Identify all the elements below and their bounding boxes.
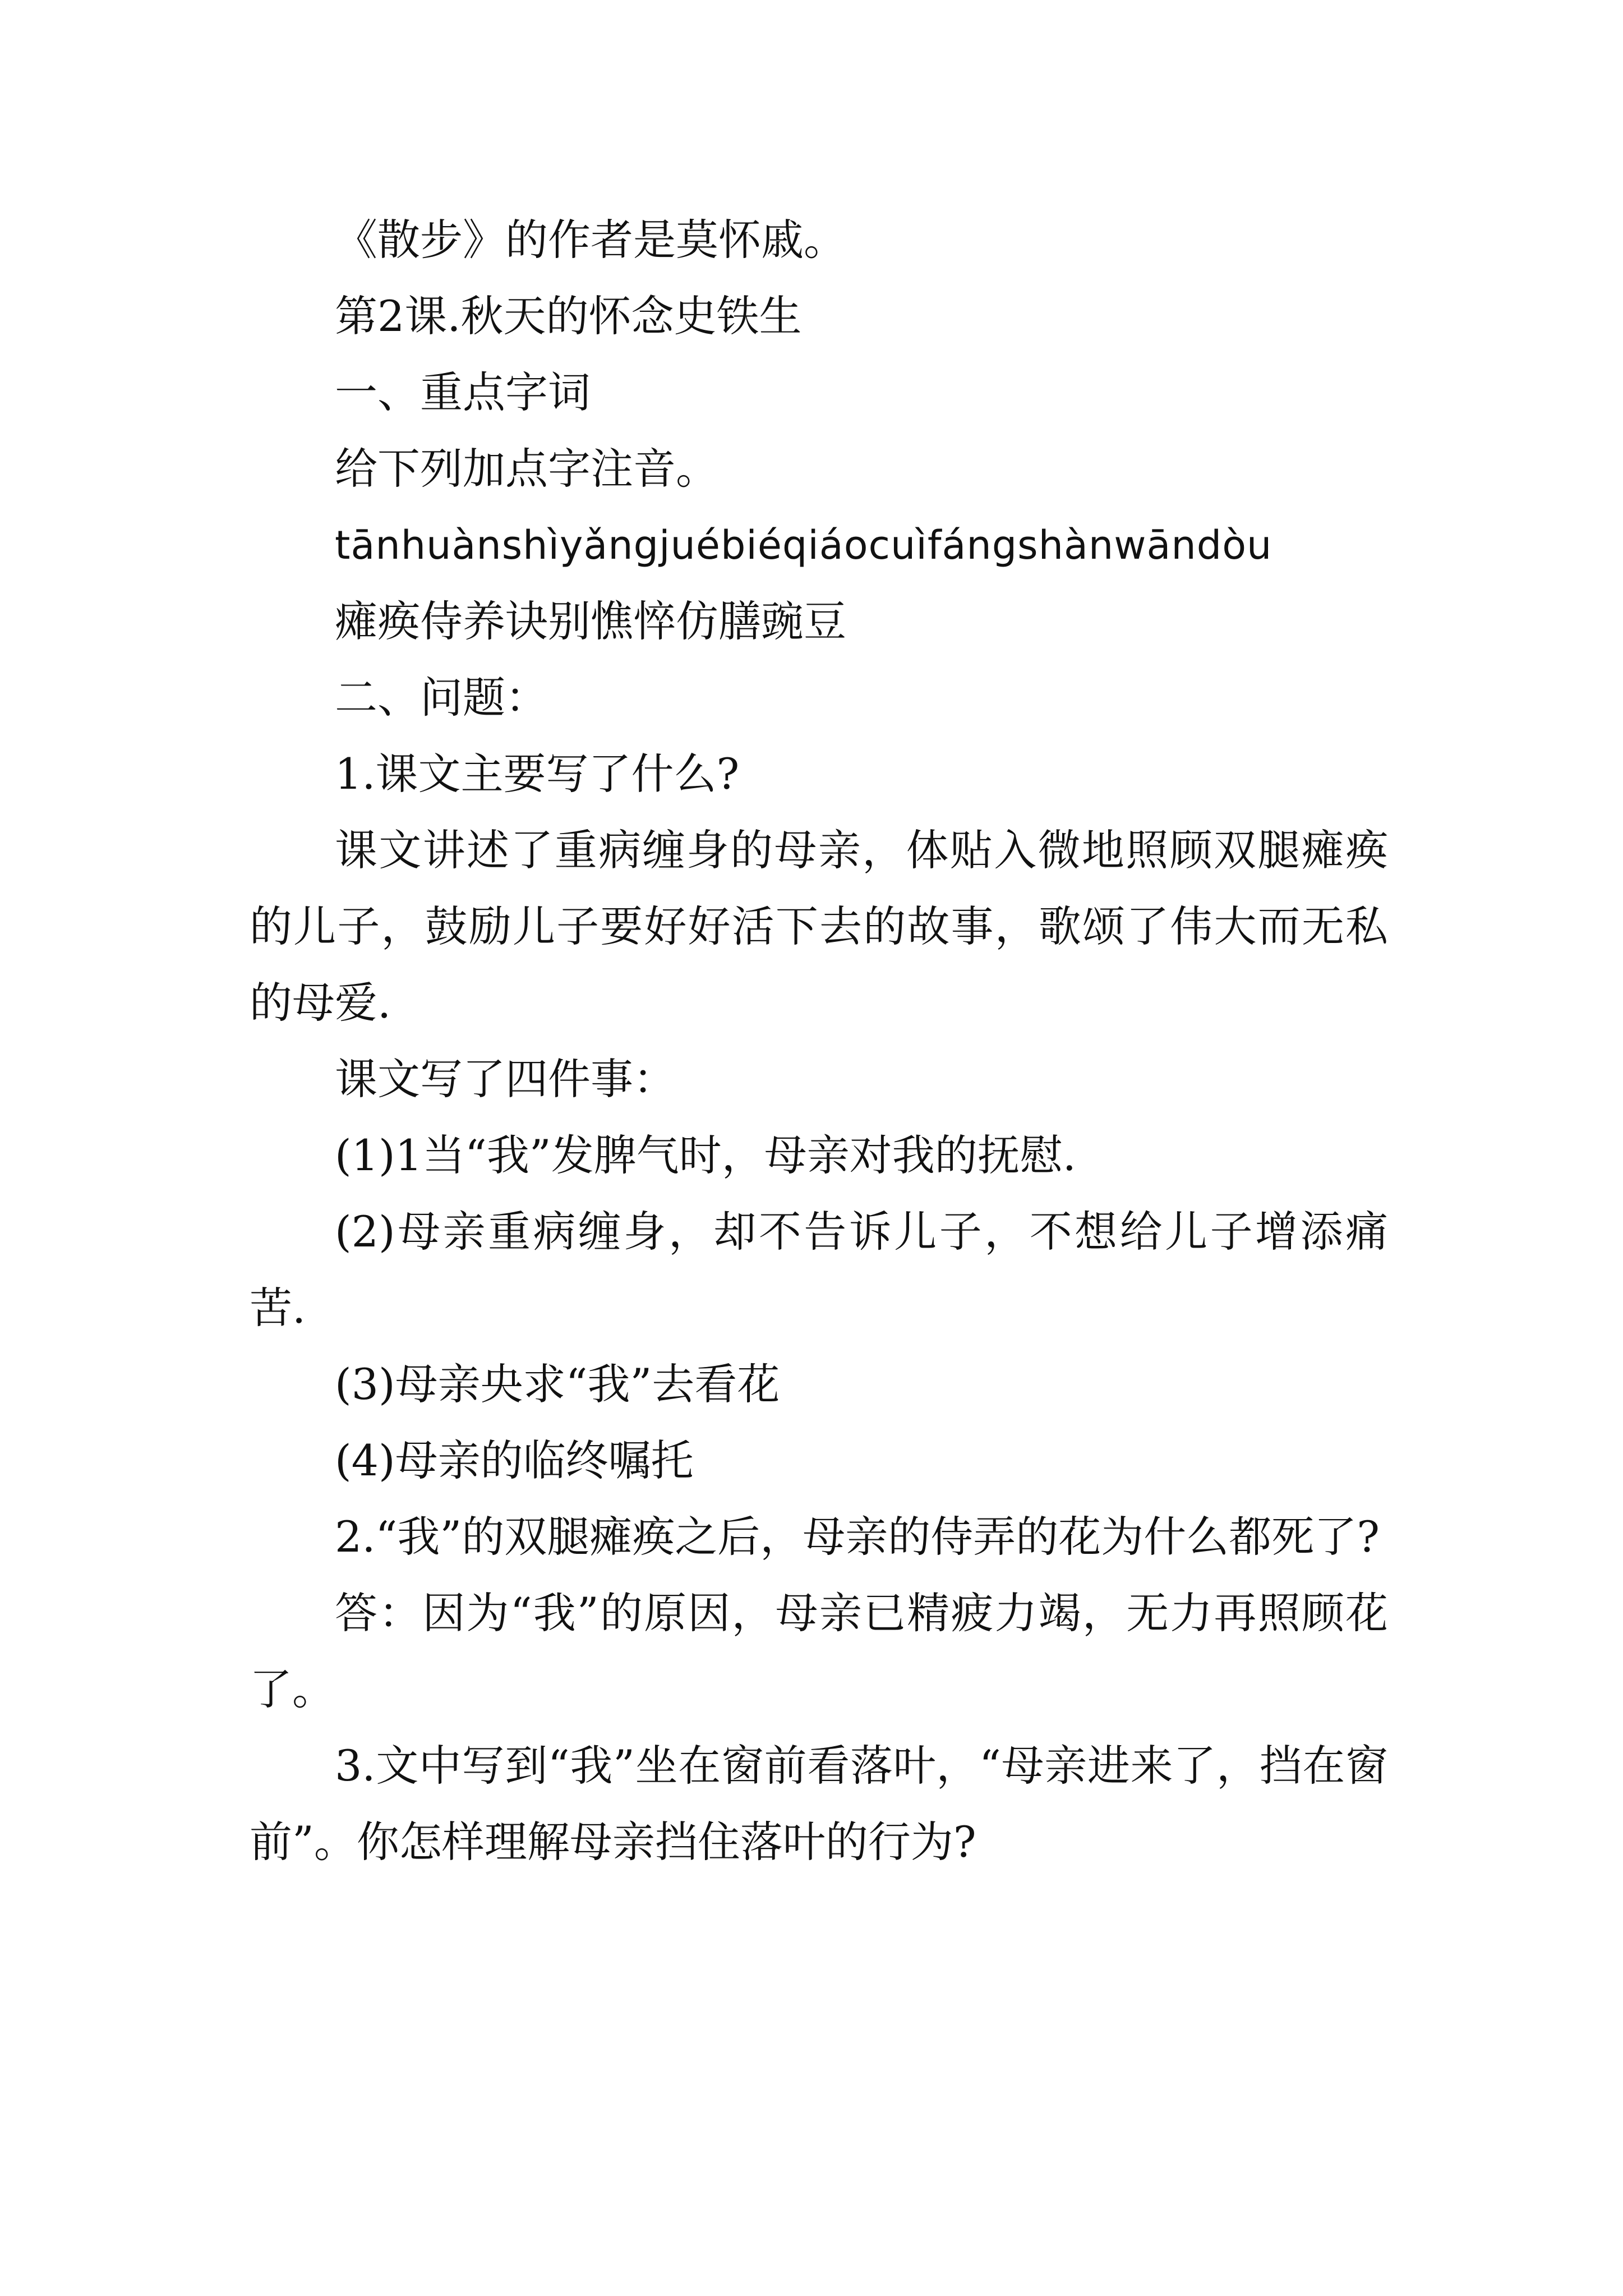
section-heading-questions: 二、问题： (335, 673, 548, 723)
lesson-title: 第2课.秋天的怀念史铁生 (335, 291, 802, 341)
answer-1-events-intro: 课文写了四件事： (335, 1054, 676, 1104)
answer-1-summary: 课文讲述了重病缠身的母亲，体贴入微地照顾双腿瘫痪的儿子，鼓励儿子要好好活下去的故事，歌颂了伟大而无私的母爱. (250, 825, 1388, 1028)
question-3: 3.文中写到“我”坐在窗前看落叶，“母亲进来了，挡在窗前”。你怎样理解母亲挡住落叶的行为? (250, 1741, 1388, 1867)
question-1: 1.课文主要写了什么? (335, 749, 740, 799)
vocabulary-line: 瘫痪侍养诀别憔悴仿膳豌豆 (335, 596, 846, 646)
answer-2: 答：因为“我”的原因，母亲已精疲力竭，无力再照顾花了。 (250, 1588, 1388, 1714)
event-2: (2)母亲重病缠身，却不告诉儿子，不想给儿子增添痛苦. (250, 1207, 1388, 1333)
event-4: (4)母亲的临终嘱托 (335, 1435, 694, 1485)
question-2: 2.“我”的双腿瘫痪之后，母亲的侍弄的花为什么都死了? (335, 1512, 1380, 1562)
event-1: (1)1当“我”发脾气时，母亲对我的抚慰. (335, 1130, 1076, 1180)
paragraph-author-note: 《散步》的作者是莫怀戚。 (335, 215, 846, 265)
instruction-pinyin: 给下列加点字注音。 (335, 444, 718, 494)
event-3: (3)母亲央求“我”去看花 (335, 1359, 780, 1409)
pinyin-line: tānhuànshìyǎngjuébiéqiáocuìfángshànwāndòu (335, 522, 1272, 568)
document-body (250, 202, 1388, 1880)
section-heading-key-words: 一、重点字词 (335, 367, 591, 417)
